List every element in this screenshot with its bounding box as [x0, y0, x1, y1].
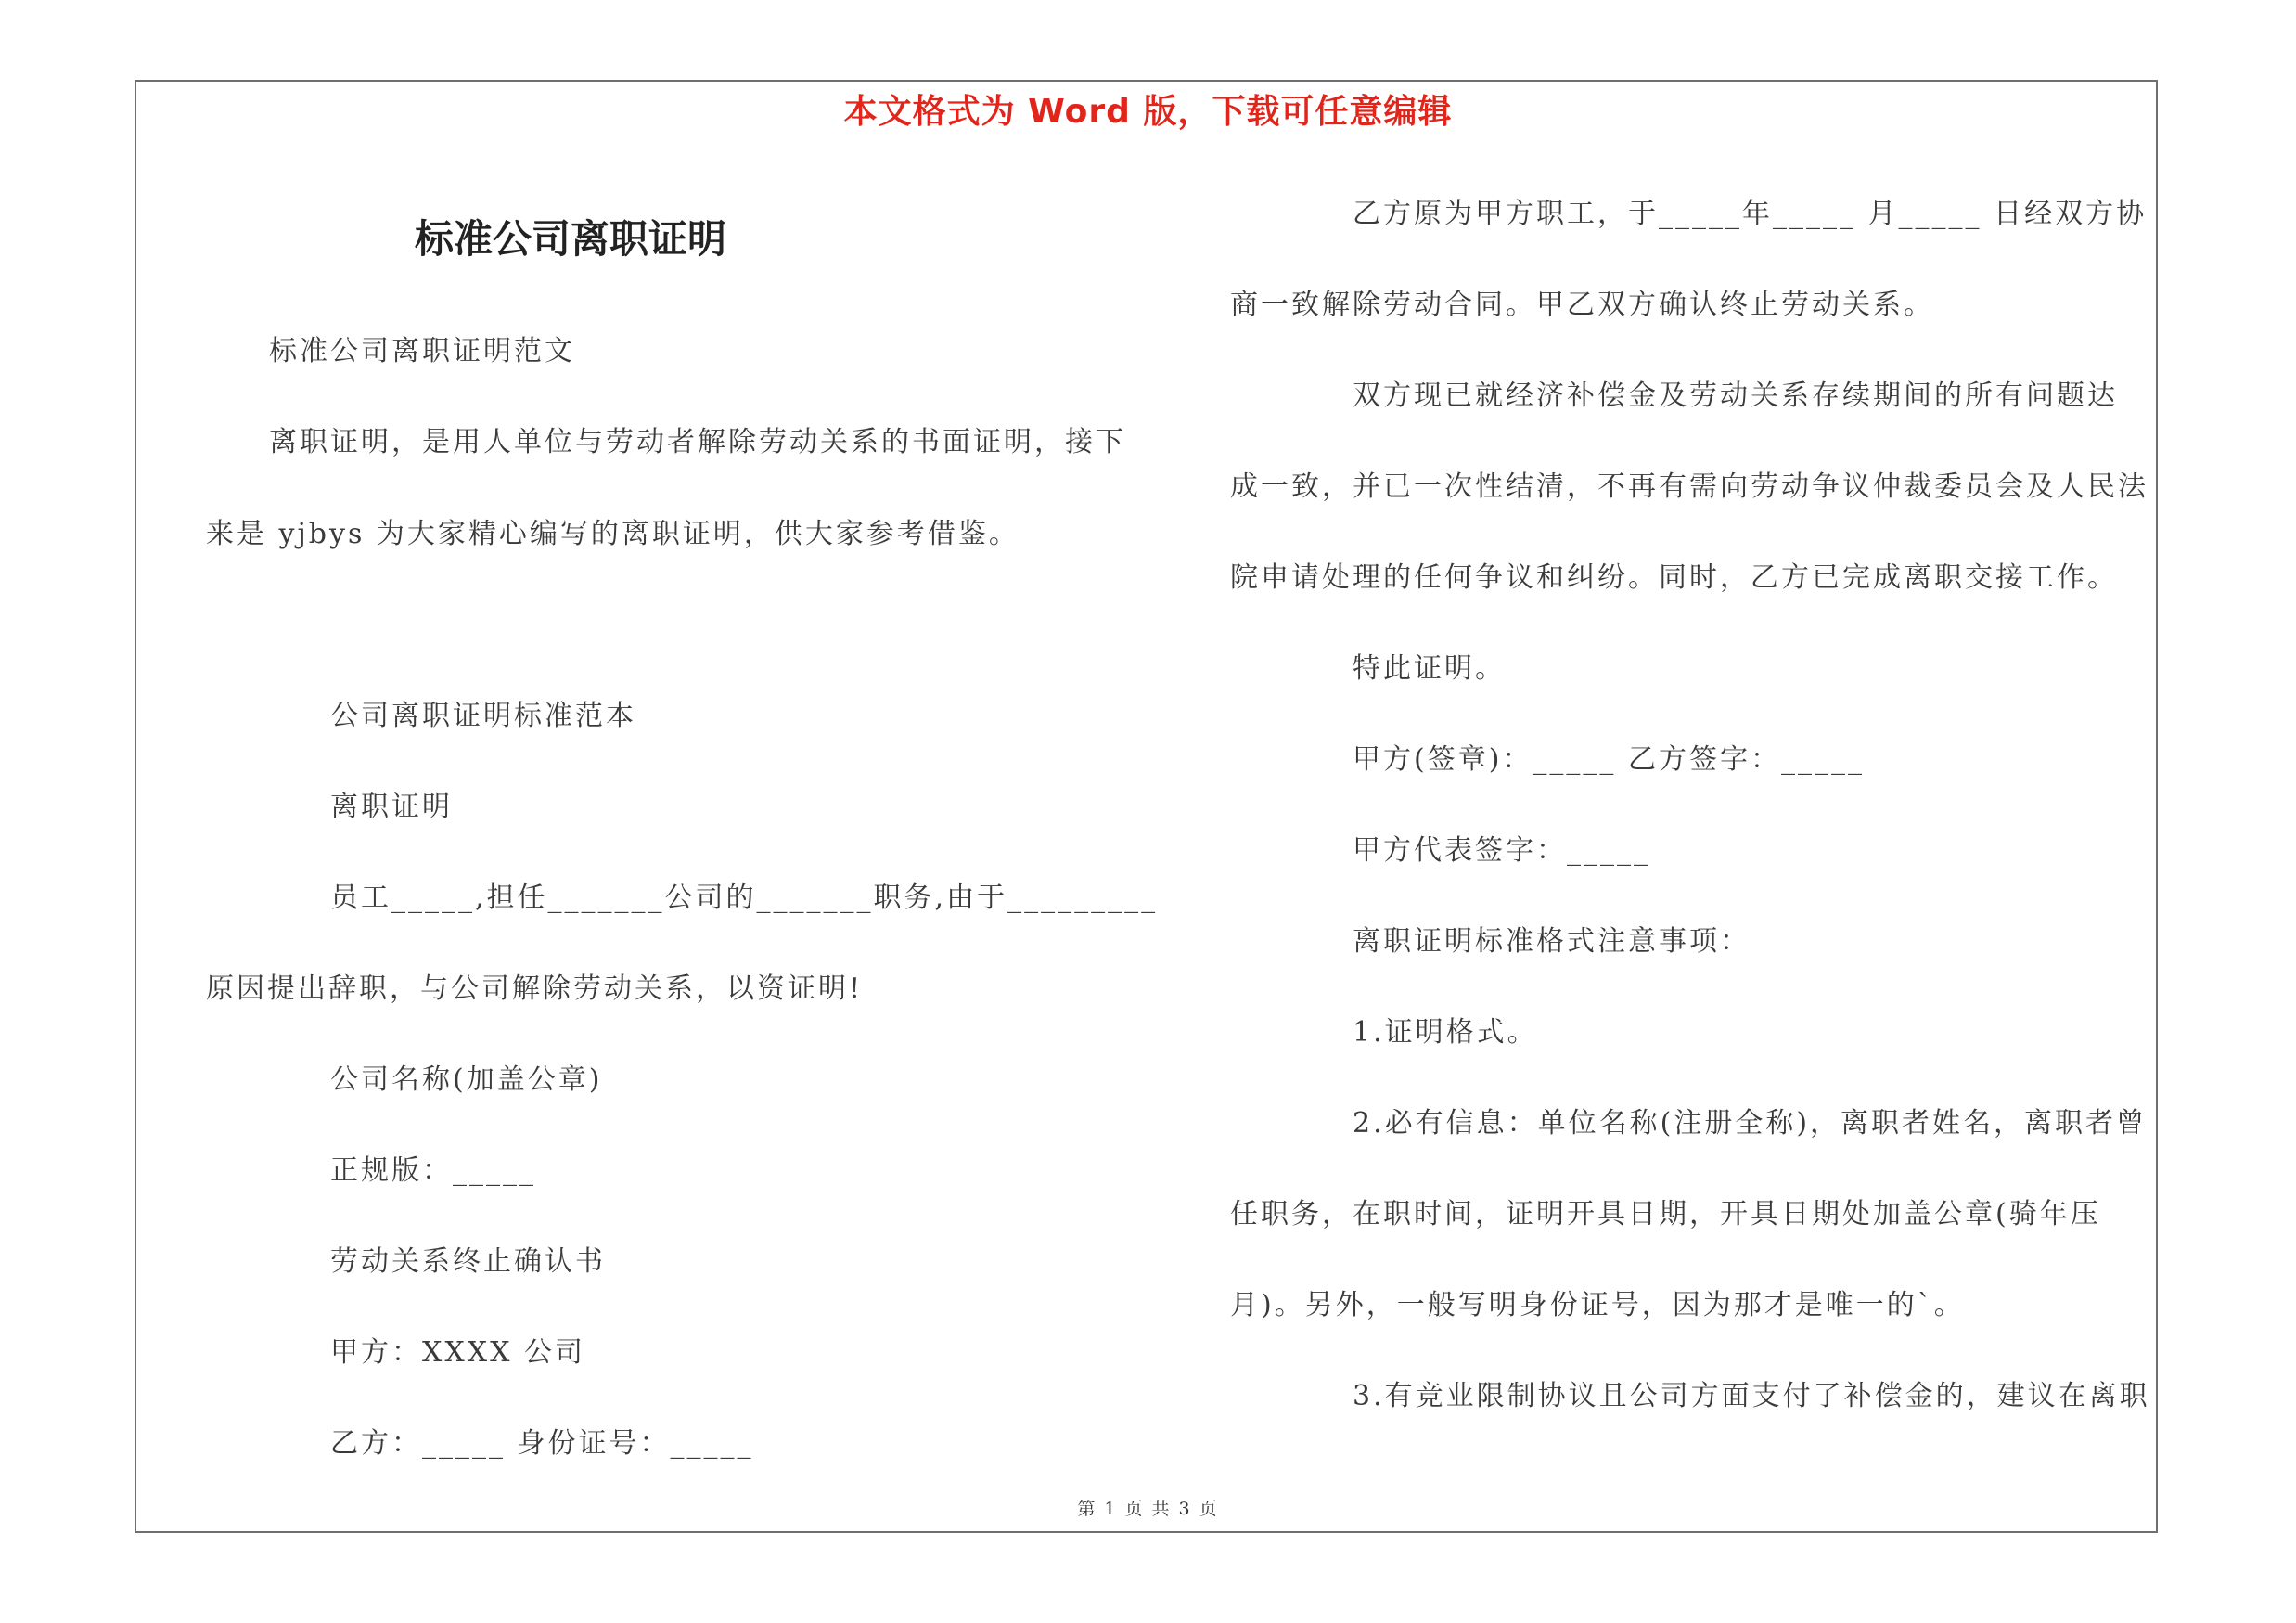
- left-line-7: 公司名称(加盖公章): [330, 1063, 603, 1096]
- left-line-6: 原因提出辞职，与公司解除劳动关系，以资证明!: [206, 973, 864, 1005]
- right-line-12: 月)。另外，一般写明身份证号，因为那才是唯一的`。: [1230, 1289, 1965, 1321]
- right-line-11: 任职务，在职时间，证明开具日期，开具日期处加盖公章(骑年压: [1230, 1198, 2101, 1230]
- right-line-0: 乙方原为甲方职工，于_____年_____ 月_____ 日经双方协: [1353, 198, 2148, 230]
- right-line-3: 成一致，并已一次性结清，不再有需向劳动争议仲裁委员会及人民法: [1230, 470, 2148, 503]
- left-line-2: 来是 yjbys 为大家精心编写的离职证明，供大家参考借鉴。: [206, 518, 1020, 550]
- right-line-4: 院申请处理的任何争议和纠纷。同时，乙方已完成离职交接工作。: [1230, 561, 2118, 594]
- right-line-9: 1.证明格式。: [1353, 1016, 1538, 1049]
- right-line-7: 甲方代表签字：_____: [1353, 834, 1650, 867]
- document-title: 标准公司离职证明: [414, 216, 726, 262]
- left-line-1: 离职证明，是用人单位与劳动者解除劳动关系的书面证明，接下: [269, 426, 1126, 458]
- right-line-1: 商一致解除劳动合同。甲乙双方确认终止劳动关系。: [1230, 289, 1934, 321]
- left-line-11: 乙方：_____ 身份证号：_____: [330, 1427, 754, 1460]
- format-banner: 本文格式为 Word 版，下载可任意编辑: [843, 93, 1453, 131]
- right-line-8: 离职证明标准格式注意事项：: [1353, 925, 1751, 958]
- right-line-13: 3.有竞业限制协议且公司方面支付了补偿金的，建议在离职: [1353, 1380, 2150, 1412]
- right-line-5: 特此证明。: [1353, 652, 1506, 685]
- page-number: 第 1 页 共 3 页: [1077, 1499, 1219, 1519]
- right-line-2: 双方现已就经济补偿金及劳动关系存续期间的所有问题达: [1353, 380, 2118, 412]
- left-line-0: 标准公司离职证明范文: [269, 335, 575, 367]
- right-line-10: 2.必有信息：单位名称(注册全称)，离职者姓名，离职者曾: [1353, 1107, 2148, 1140]
- left-line-10: 甲方：XXXX 公司: [330, 1336, 585, 1369]
- left-line-8: 正规版：_____: [330, 1154, 536, 1187]
- left-line-4: 离职证明: [330, 791, 453, 823]
- right-line-6: 甲方(签章)：_____ 乙方签字：_____: [1353, 743, 1865, 776]
- left-line-3: 公司离职证明标准范本: [330, 700, 636, 732]
- left-line-5: 员工_____,担任_______公司的_______职务,由于_________: [330, 882, 1159, 914]
- left-line-9: 劳动关系终止确认书: [330, 1245, 606, 1278]
